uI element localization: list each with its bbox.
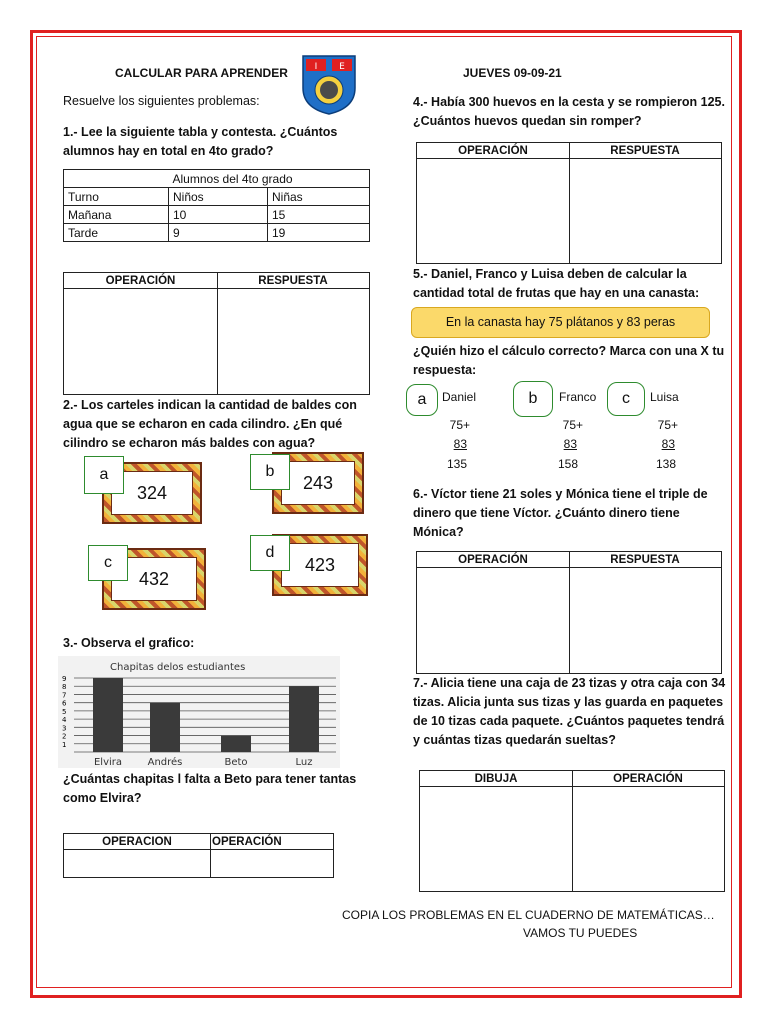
option-a-circle[interactable]: a — [406, 384, 438, 416]
sign-b-value: 243 — [281, 461, 355, 505]
p1-resp-header: RESPUESTA — [217, 273, 369, 289]
p6-op-header: OPERACIÓN — [417, 552, 569, 568]
p3-question1: ¿Cuántas chapitas l falta a Beto para tener tantas — [63, 772, 357, 786]
table-title: Alumnos del 4to grado — [169, 170, 370, 188]
p6-line2: dinero que tiene Víctor. ¿Cuánto dinero tiene — [413, 506, 680, 520]
p5-line2: cantidad total de frutas que hay en una canasta: — [413, 286, 700, 300]
logo-letter-e: E — [339, 62, 345, 72]
sign-a-value: 324 — [111, 471, 193, 515]
p7-line3: de 10 tizas cada paquete. ¿Cuántos paquetes tendrá — [413, 714, 725, 728]
table-cell: 9 — [169, 224, 268, 242]
chart-bar-luz — [289, 686, 319, 752]
p3-op-header2: OPERACIÓN — [210, 834, 333, 850]
p3-question2: como Elvira? — [63, 791, 142, 805]
chart-ytick: 5 — [62, 707, 67, 716]
p7-line1: 7.- Alicia tiene una caja de 23 tizas y otra caja con 34 — [413, 676, 726, 690]
p3-answer-box[interactable] — [63, 833, 334, 878]
table-cell: Tarde — [64, 224, 169, 242]
p3-op-header1: OPERACION — [64, 834, 210, 850]
p3-line1: 3.- Observa el grafico: — [63, 636, 195, 650]
instructions: Resuelve los siguientes problemas: — [63, 94, 260, 108]
col-ninos: Niños — [169, 188, 268, 206]
p2-line2: agua que se echaron en cada cilindro. ¿En qué — [63, 417, 343, 431]
p5-q1: ¿Quién hizo el cálculo correcto? Marca con una X tu — [413, 344, 725, 358]
footer-line1: COPIA LOS PROBLEMAS EN EL CUADERNO DE MATEMÁTICAS… — [342, 908, 715, 922]
sum-b-result: 158 — [557, 457, 578, 471]
stickers-chart — [58, 656, 340, 768]
p1-answer-box[interactable] — [63, 272, 370, 395]
p7-answer-box[interactable] — [419, 770, 725, 892]
sum-a-addend1: 75+ — [449, 418, 470, 432]
logo-letter-i: I — [314, 62, 318, 72]
table-cell: 19 — [268, 224, 370, 242]
chart-title: Chapitas delos estudiantes — [110, 662, 246, 673]
option-b-circle[interactable]: b — [513, 381, 553, 417]
date: JUEVES 09-09-21 — [463, 66, 562, 80]
p6-resp-header: RESPUESTA — [569, 552, 721, 568]
chart-ytick: 3 — [62, 724, 67, 733]
sign-c-letter: c — [88, 545, 128, 581]
p4-op-header: OPERACIÓN — [417, 143, 569, 159]
chart-xlabel: Andrés — [147, 757, 183, 768]
col-turno: Turno — [64, 188, 169, 206]
p2-line3: cilindro se echaron más baldes con agua? — [63, 436, 316, 450]
option-a-name: Daniel — [442, 390, 477, 404]
chart-ytick: 1 — [62, 740, 67, 749]
sign-b-letter: b — [250, 454, 290, 490]
chart-ytick: 6 — [62, 699, 67, 708]
option-b-name: Franco — [559, 390, 597, 404]
chart-xlabel: Beto — [224, 757, 248, 768]
chart-bar-andrés — [150, 703, 180, 752]
sum-c-result: 138 — [655, 457, 676, 471]
sum-b-addend2: 83 — [563, 437, 577, 451]
p7-draw-header: DIBUJA — [420, 771, 572, 787]
p1-line2: alumnos hay en total en 4to grado? — [63, 144, 274, 158]
chart-ytick: 2 — [62, 732, 67, 741]
chart-xlabel: Luz — [295, 757, 313, 768]
p4-line1: 4.- Había 300 huevos en la cesta y se rompieron 125. — [413, 95, 725, 109]
p7-op-header: OPERACIÓN — [572, 771, 724, 787]
footer-line2: VAMOS TU PUEDES — [523, 926, 638, 940]
table-cell: 15 — [268, 206, 370, 224]
p1-line1: 1.- Lee la siguiente tabla y contesta. ¿Cuántos — [63, 125, 338, 139]
p4-answer-box[interactable] — [416, 142, 722, 264]
sign-c-value: 432 — [111, 557, 197, 601]
chart-ytick: 4 — [62, 716, 67, 725]
sign-a-letter: a — [84, 456, 124, 494]
sum-b-addend1: 75+ — [562, 418, 583, 432]
chart-ytick: 7 — [62, 691, 67, 700]
sum-a-result: 135 — [446, 457, 467, 471]
sum-c-addend1: 75+ — [657, 418, 678, 432]
p5-line1: 5.- Daniel, Franco y Luisa deben de calcular la — [413, 267, 687, 281]
p5-q2: respuesta: — [413, 363, 477, 377]
p2-line1: 2.- Los carteles indican la cantidad de baldes con — [63, 398, 357, 412]
p7-line4: y cuántas tizas quedarán sueltas? — [413, 733, 616, 747]
option-c-name: Luisa — [650, 390, 679, 404]
table-cell: 10 — [169, 206, 268, 224]
chart-bar-elvira — [93, 678, 123, 752]
p6-line1: 6.- Víctor tiene 21 soles y Mónica tiene el triple de — [413, 487, 708, 501]
sum-c-addend2: 83 — [661, 437, 675, 451]
students-table — [63, 169, 370, 242]
table-cell: Mañana — [64, 206, 169, 224]
chart-ytick: 9 — [62, 675, 67, 683]
sign-d-letter: d — [250, 535, 290, 571]
p6-line3: Mónica? — [413, 525, 464, 539]
p4-line2: ¿Cuántos huevos quedan sin romper? — [413, 114, 642, 128]
p7-line2: tizas. Alicia junta sus tizas y las guarda en paquetes — [413, 695, 724, 709]
page-title: CALCULAR PARA APRENDER — [115, 66, 288, 80]
option-c-circle[interactable]: c — [607, 382, 645, 416]
chart-bar-beto — [221, 736, 251, 752]
p1-op-header: OPERACIÓN — [64, 273, 217, 289]
p4-resp-header: RESPUESTA — [569, 143, 721, 159]
sum-a-addend2: 83 — [453, 437, 467, 451]
sign-d-value: 423 — [281, 543, 359, 587]
p6-answer-box[interactable] — [416, 551, 722, 674]
fruit-box: En la canasta hay 75 plátanos y 83 peras — [411, 307, 710, 338]
chart-ytick: 8 — [62, 683, 67, 692]
school-logo — [300, 52, 358, 116]
col-ninas: Niñas — [268, 188, 370, 206]
chart-xlabel: Elvira — [93, 757, 123, 768]
